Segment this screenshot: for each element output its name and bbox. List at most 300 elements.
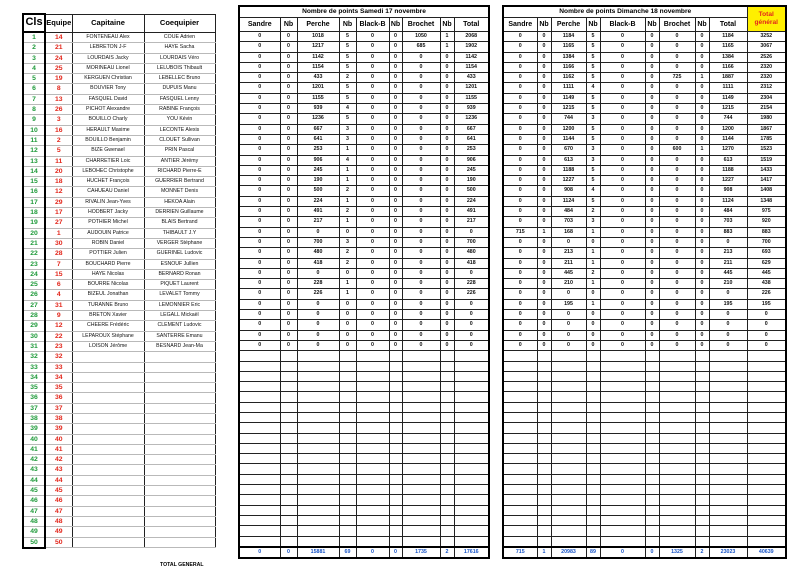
sat-score-cell	[297, 474, 339, 484]
sat-score-cell	[280, 351, 297, 361]
equipe-cell: 4	[45, 290, 72, 300]
sat-score-cell: 1142	[454, 52, 489, 62]
sat-score-cell: 0	[239, 124, 280, 134]
sun-score-cell	[645, 392, 659, 402]
cls-cell: 18	[23, 208, 45, 218]
table-row	[23, 290, 215, 300]
sat-score-cell	[389, 412, 402, 422]
sun-score-cell: 0	[537, 145, 551, 155]
total-general-cell: 1785	[747, 134, 786, 144]
capitaine-cell: MORINEAU Lionel	[72, 63, 144, 73]
total-general-cell: 1867	[747, 124, 786, 134]
sun-score-cell	[709, 371, 747, 381]
table-row	[503, 52, 786, 62]
sat-score-cell: 0	[389, 176, 402, 186]
table-row	[23, 486, 215, 496]
coequipier-cell: LEVALET Tommy	[144, 290, 215, 300]
total-general-cell	[747, 536, 786, 547]
sun-score-cell: 0	[645, 248, 659, 258]
table-row	[503, 207, 786, 217]
sat-score-cell: 228	[297, 279, 339, 289]
sat-score-cell	[389, 382, 402, 392]
sun-score-cell: 0	[600, 248, 645, 258]
sun-score-cell	[503, 515, 537, 525]
cls-cell: 42	[23, 455, 45, 465]
sat-score-cell: 0	[239, 114, 280, 124]
sun-score-cell: 5	[586, 93, 600, 103]
sun-score-cell	[586, 382, 600, 392]
sun-score-cell	[600, 443, 645, 453]
table-row	[239, 32, 489, 42]
table-row	[503, 83, 786, 93]
sun-score-cell: 0	[537, 165, 551, 175]
cls-cell: 13	[23, 156, 45, 166]
sun-score-cell: 210	[709, 279, 747, 289]
sun-score-cell	[659, 485, 695, 495]
sun-score-cell	[537, 402, 551, 412]
sat-score-cell	[440, 495, 454, 505]
sat-score-cell: 0	[440, 73, 454, 83]
sat-score-cell: 0	[454, 227, 489, 237]
cls-header: Cls	[23, 14, 45, 32]
capitaine-cell	[72, 486, 144, 496]
sat-score-cell: 0	[297, 268, 339, 278]
sun-score-cell: 0	[503, 237, 537, 247]
table-row	[23, 372, 215, 382]
table-row	[239, 165, 489, 175]
sun-score-cell	[709, 536, 747, 547]
sat-score-cell	[440, 464, 454, 474]
sun-score-cell: 0	[695, 237, 709, 247]
sun-score-cell: 613	[709, 155, 747, 165]
sun-score-cell: 0	[645, 330, 659, 340]
sun-score-cell	[503, 433, 537, 443]
table-row	[239, 402, 489, 412]
sun-score-cell	[600, 464, 645, 474]
table-row	[503, 104, 786, 114]
sat-nb-header: Nb	[389, 18, 402, 32]
sun-score-cell	[659, 474, 695, 484]
table-row	[23, 383, 215, 393]
sat-score-cell: 0	[440, 289, 454, 299]
total-general-cell	[747, 485, 786, 495]
sat-score-cell: 0	[440, 83, 454, 93]
sat-total-cell: 0	[280, 547, 297, 558]
sun-score-cell	[659, 392, 695, 402]
sat-score-cell	[239, 443, 280, 453]
table-row	[503, 443, 786, 453]
table-row	[23, 506, 215, 516]
cls-cell: 14	[23, 166, 45, 176]
sun-score-cell	[551, 454, 586, 464]
sun-score-cell: 0	[645, 73, 659, 83]
sun-score-cell: 0	[659, 124, 695, 134]
sun-score-cell: 0	[537, 310, 551, 320]
sun-score-cell: 0	[537, 32, 551, 42]
sat-score-cell	[297, 464, 339, 474]
equipe-cell: 48	[45, 516, 72, 526]
sat-score-cell	[297, 351, 339, 361]
equipe-cell: 29	[45, 197, 72, 207]
sun-score-cell: 0	[695, 93, 709, 103]
capitaine-cell	[72, 506, 144, 516]
table-row	[503, 227, 786, 237]
sun-score-cell: 0	[600, 32, 645, 42]
table-row	[23, 53, 215, 63]
sat-score-cell	[440, 392, 454, 402]
sat-score-cell: 1236	[297, 114, 339, 124]
coequipier-cell: ANTIER Jérémy	[144, 156, 215, 166]
sun-score-cell: 1149	[709, 93, 747, 103]
coequipier-cell: SANTERRE Emanu	[144, 331, 215, 341]
sun-score-cell: 0	[537, 248, 551, 258]
sat-score-cell: 1154	[454, 62, 489, 72]
sat-score-cell: 0	[440, 227, 454, 237]
sun-score-cell	[645, 382, 659, 392]
sun-score-cell: 0	[659, 42, 695, 52]
sun-score-cell	[695, 515, 709, 525]
sun-score-cell	[645, 412, 659, 422]
sat-score-cell: 0	[280, 299, 297, 309]
sun-score-cell: 744	[551, 114, 586, 124]
sat-score-cell: 0	[389, 330, 402, 340]
coequipier-cell	[144, 475, 215, 485]
sun-score-cell	[503, 485, 537, 495]
table-row	[239, 454, 489, 464]
sun-score-cell	[659, 464, 695, 474]
sun-score-cell: 0	[645, 196, 659, 206]
sat-score-cell	[356, 485, 389, 495]
sun-score-cell	[645, 402, 659, 412]
sun-score-cell	[695, 454, 709, 464]
sat-score-cell: 0	[389, 165, 402, 175]
total-general-cell	[747, 371, 786, 381]
sat-score-cell: 0	[239, 176, 280, 186]
sun-score-cell: 0	[600, 207, 645, 217]
sat-score-cell: 245	[454, 165, 489, 175]
total-general-cell	[747, 351, 786, 361]
sun-score-cell	[551, 526, 586, 536]
sat-score-cell: 0	[280, 114, 297, 124]
sun-score-cell: 0	[659, 258, 695, 268]
sat-score-cell: 0	[440, 340, 454, 350]
sun-score-cell: 0	[503, 207, 537, 217]
total-general-cell: 975	[747, 207, 786, 217]
sat-score-cell: 0	[356, 217, 389, 227]
sat-score-cell: 0	[389, 310, 402, 320]
sun-score-cell: 1	[586, 227, 600, 237]
sun-score-cell	[537, 474, 551, 484]
sat-total-cell: 17616	[454, 547, 489, 558]
sat-score-cell: 0	[389, 83, 402, 93]
sat-score-cell: 0	[297, 330, 339, 340]
sun-score-cell: 0	[537, 289, 551, 299]
sun-score-cell	[709, 526, 747, 536]
sun-score-cell: 0	[659, 52, 695, 62]
sat-score-cell	[454, 495, 489, 505]
sun-score-cell: 5	[586, 52, 600, 62]
capitaine-cell: BOUCHARD Pierre	[72, 259, 144, 269]
equipe-cell: 11	[45, 156, 72, 166]
cls-cell: 21	[23, 238, 45, 248]
sat-score-cell: 217	[297, 217, 339, 227]
sat-score-cell	[339, 526, 356, 536]
coequipier-cell	[144, 403, 215, 413]
sat-score-cell: 190	[297, 176, 339, 186]
sun-score-cell	[645, 454, 659, 464]
sat-score-cell: 0	[239, 83, 280, 93]
equipe-cell: 35	[45, 383, 72, 393]
sun-score-cell: 0	[695, 207, 709, 217]
sun-total-cell: 89	[586, 547, 600, 558]
sun-score-cell: 1188	[551, 165, 586, 175]
sun-score-cell: 0	[503, 289, 537, 299]
sun-score-cell: 0	[537, 186, 551, 196]
sat-score-cell	[356, 474, 389, 484]
sun-score-cell: 3	[586, 145, 600, 155]
equipe-cell: 9	[45, 311, 72, 321]
sat-score-cell: 0	[280, 310, 297, 320]
cls-cell: 20	[23, 228, 45, 238]
sun-score-cell: 703	[709, 217, 747, 227]
sun-score-cell	[503, 464, 537, 474]
sat-score-cell: 1	[339, 196, 356, 206]
coequipier-cell	[144, 527, 215, 537]
sat-score-cell: 0	[440, 176, 454, 186]
sat-score-cell: 0	[389, 104, 402, 114]
sat-score-cell	[239, 402, 280, 412]
sat-nb-header: Nb	[440, 18, 454, 32]
sat-score-cell	[239, 382, 280, 392]
sun-score-cell: 0	[537, 93, 551, 103]
sat-score-cell	[297, 515, 339, 525]
sun-score-cell: 0	[659, 289, 695, 299]
sat-score-cell	[356, 454, 389, 464]
sat-score-cell: 226	[297, 289, 339, 299]
sun-score-cell	[695, 361, 709, 371]
table-row	[239, 433, 489, 443]
sun-score-cell: 0	[695, 268, 709, 278]
equipe-cell: 47	[45, 506, 72, 516]
cls-cell: 15	[23, 177, 45, 187]
cls-cell: 4	[23, 63, 45, 73]
sun-score-cell: 0	[659, 207, 695, 217]
total-general-cell	[747, 443, 786, 453]
sat-score-cell: 491	[297, 207, 339, 217]
sat-score-cell	[239, 371, 280, 381]
sun-score-cell: 1149	[551, 93, 586, 103]
sun-score-cell: 0	[537, 114, 551, 124]
sat-score-cell: 480	[454, 248, 489, 258]
sat-score-cell	[356, 402, 389, 412]
sat-score-cell: 418	[297, 258, 339, 268]
sat-score-cell	[454, 474, 489, 484]
capitaine-cell: PICHOT Alexandre	[72, 105, 144, 115]
sun-score-cell: 0	[551, 340, 586, 350]
table-row	[23, 238, 215, 248]
table-row	[239, 443, 489, 453]
sun-score-cell	[695, 392, 709, 402]
sat-score-cell	[389, 454, 402, 464]
equipe-cell: 41	[45, 444, 72, 454]
sun-score-cell	[709, 454, 747, 464]
equipe-cell: 43	[45, 465, 72, 475]
cls-cell: 5	[23, 74, 45, 84]
sat-score-cell	[297, 423, 339, 433]
sat-score-cell: 0	[389, 248, 402, 258]
sun-score-cell: 1111	[709, 83, 747, 93]
sun-score-cell	[551, 536, 586, 547]
sun-score-cell	[503, 505, 537, 515]
sat-score-cell: 0	[440, 155, 454, 165]
sun-score-cell	[586, 454, 600, 464]
sat-score-cell: 0	[389, 320, 402, 330]
sun-score-cell	[695, 505, 709, 515]
sat-score-cell: 1154	[297, 62, 339, 72]
sun-score-cell: 0	[600, 299, 645, 309]
sat-score-cell: 0	[389, 196, 402, 206]
sat-score-cell: 0	[389, 289, 402, 299]
sun-score-cell	[600, 351, 645, 361]
cls-cell: 33	[23, 362, 45, 372]
sun-score-cell	[586, 351, 600, 361]
table-row	[23, 362, 215, 372]
sun-score-cell: 0	[537, 42, 551, 52]
sun-total-cell: 0	[645, 547, 659, 558]
total-general-cell: 0	[747, 320, 786, 330]
coequipier-cell	[144, 455, 215, 465]
sat-score-cell	[402, 505, 440, 515]
sat-score-cell	[297, 526, 339, 536]
coequipier-cell: BERNARD Ronan	[144, 269, 215, 279]
sat-score-cell: 433	[454, 73, 489, 83]
sat-score-cell: 1142	[297, 52, 339, 62]
cls-cell: 23	[23, 259, 45, 269]
sat-score-cell	[454, 454, 489, 464]
sun-score-cell	[586, 433, 600, 443]
cls-cell: 12	[23, 146, 45, 156]
table-row	[503, 310, 786, 320]
sat-score-cell: 1155	[454, 93, 489, 103]
cls-cell: 28	[23, 311, 45, 321]
sat-score-cell	[389, 526, 402, 536]
sun-score-cell: 2	[586, 207, 600, 217]
sat-score-cell: 0	[339, 340, 356, 350]
sat-score-cell: 0	[239, 320, 280, 330]
sun-score-cell: 0	[645, 52, 659, 62]
capitaine-cell	[72, 403, 144, 413]
table-row	[239, 62, 489, 72]
sat-perche-header: Perche	[297, 18, 339, 32]
table-row	[239, 268, 489, 278]
equipe-cell: 2	[45, 135, 72, 145]
table-row	[23, 413, 215, 423]
total-general-cell	[747, 392, 786, 402]
sat-score-cell: 0	[440, 165, 454, 175]
coequipier-cell: YOU Kévin	[144, 115, 215, 125]
sun-score-cell	[537, 454, 551, 464]
sat-score-cell: 3	[339, 124, 356, 134]
table-row	[23, 311, 215, 321]
sat-score-cell	[239, 474, 280, 484]
sun-total-cell: 2	[695, 547, 709, 558]
sun-score-cell	[503, 526, 537, 536]
sat-score-cell: 0	[440, 104, 454, 114]
sun-score-cell: 0	[645, 165, 659, 175]
sat-score-cell: 0	[280, 196, 297, 206]
sat-score-cell	[239, 423, 280, 433]
sat-score-cell: 0	[402, 207, 440, 217]
sun-score-cell: 0	[600, 134, 645, 144]
cls-cell: 30	[23, 331, 45, 341]
sat-score-cell: 0	[440, 52, 454, 62]
coequipier-cell: GUERRIER Bertrand	[144, 177, 215, 187]
sat-score-cell: 0	[440, 217, 454, 227]
table-row	[239, 83, 489, 93]
sat-score-cell: 0	[339, 320, 356, 330]
sat-score-cell: 0	[440, 258, 454, 268]
sun-score-cell	[537, 526, 551, 536]
sun-score-cell	[600, 495, 645, 505]
sun-score-cell	[503, 474, 537, 484]
sat-score-cell	[389, 464, 402, 474]
sun-score-cell: 0	[503, 145, 537, 155]
sun-score-cell	[586, 515, 600, 525]
table-row	[239, 42, 489, 52]
sun-score-cell	[645, 371, 659, 381]
table-row	[23, 280, 215, 290]
sun-score-cell	[709, 443, 747, 453]
cls-cell: 41	[23, 444, 45, 454]
sun-score-cell	[586, 412, 600, 422]
sat-score-cell	[389, 505, 402, 515]
sun-score-cell: 0	[645, 155, 659, 165]
capitaine-cell	[72, 527, 144, 537]
sun-score-cell: 0	[659, 114, 695, 124]
sat-score-cell: 0	[356, 52, 389, 62]
sat-score-cell	[280, 412, 297, 422]
equipe-cell: 17	[45, 208, 72, 218]
table-row	[23, 300, 215, 310]
sat-score-cell	[440, 526, 454, 536]
total-general-cell	[747, 454, 786, 464]
table-row	[503, 454, 786, 464]
sat-score-cell: 0	[356, 310, 389, 320]
equipe-cell: 39	[45, 424, 72, 434]
table-row	[239, 237, 489, 247]
sun-score-cell: 1166	[709, 62, 747, 72]
sun-score-cell	[659, 423, 695, 433]
sat-score-cell: 667	[297, 124, 339, 134]
sun-score-cell: 0	[600, 114, 645, 124]
sat-score-cell: 0	[440, 114, 454, 124]
sat-score-cell	[440, 485, 454, 495]
sat-score-cell	[280, 536, 297, 547]
sun-score-cell	[503, 412, 537, 422]
sat-score-cell: 0	[280, 320, 297, 330]
sat-score-cell	[339, 423, 356, 433]
sat-score-cell	[297, 505, 339, 515]
capitaine-cell: LOURDAIS Jacky	[72, 53, 144, 63]
total-general-cell: 1348	[747, 196, 786, 206]
sat-score-cell	[440, 351, 454, 361]
sun-score-cell	[659, 382, 695, 392]
sat-score-cell: 0	[402, 289, 440, 299]
sat-score-cell	[239, 515, 280, 525]
sun-score-cell: 0	[659, 32, 695, 42]
sat-score-cell	[280, 495, 297, 505]
sun-score-cell: 1	[537, 227, 551, 237]
